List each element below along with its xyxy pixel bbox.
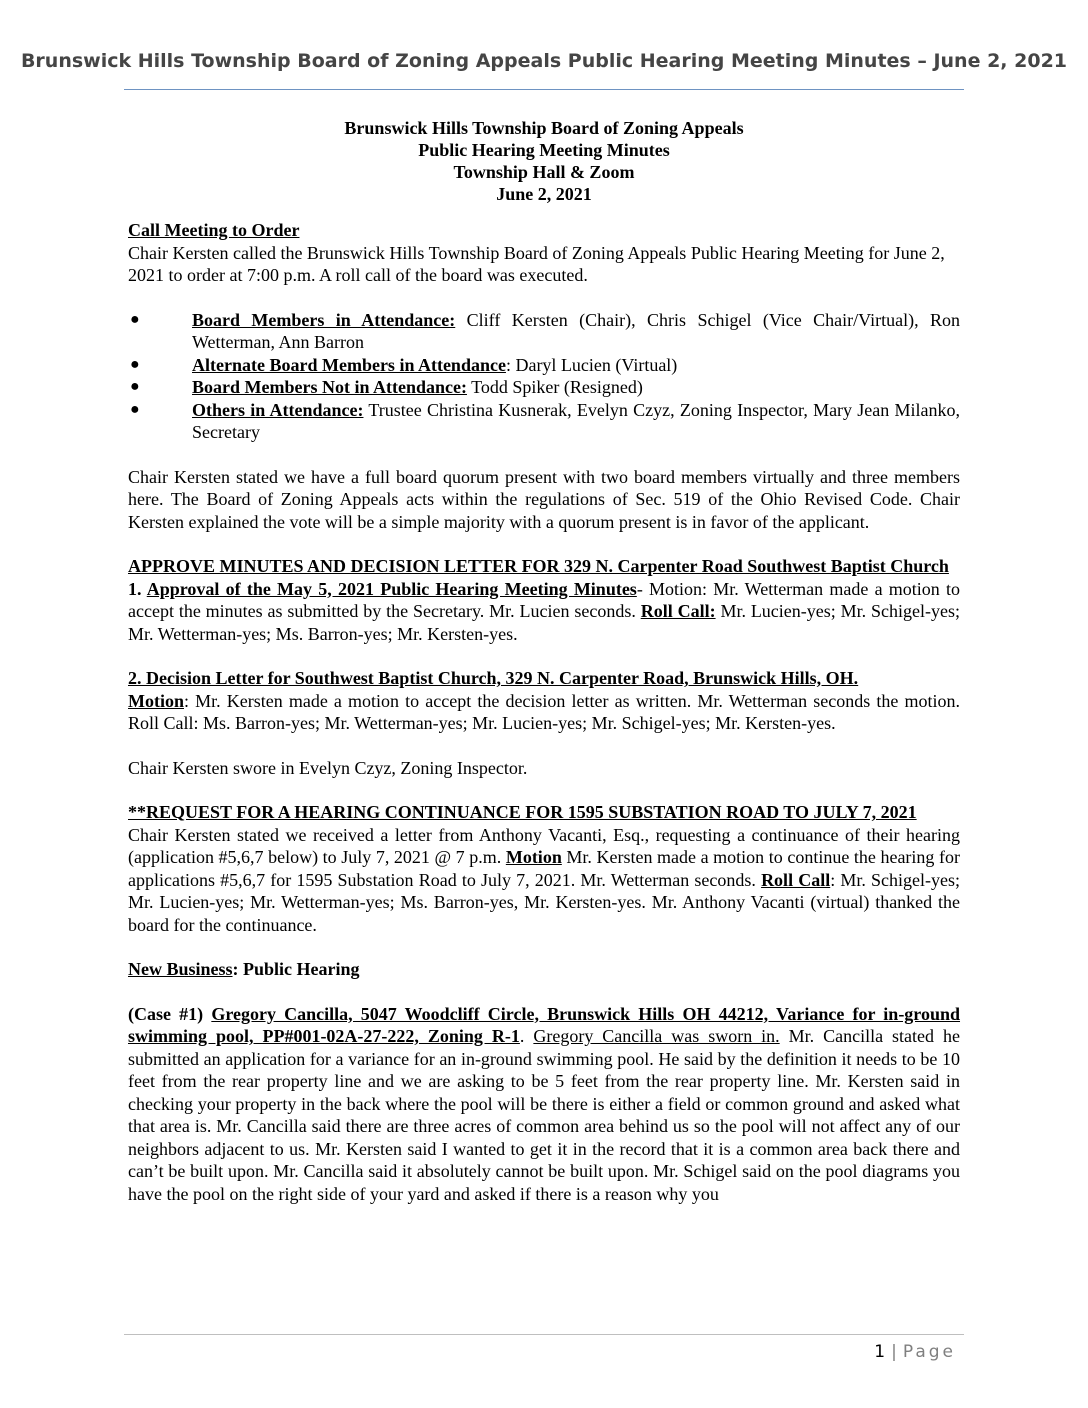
roll-call-label: Roll Call: [640,601,716,621]
case-after-heading: . [519,1026,534,1046]
motion-label: Motion [128,690,184,711]
approve-item-1 [128,578,960,646]
roll-call-text: Mr. Lucien-yes; Mr. Schigel-yes; Mr. Wetterman-yes; Ms. Barron-yes; Mr. Kersten-yes. [128,601,960,644]
case-sworn: Gregory Cancilla was sworn in. [533,1026,780,1046]
item-label: Approval of the May 5, 2021 Public Hearing Meeting Minutes [146,578,637,599]
swore-in-text: Chair Kersten swore in Evelyn Czyz, Zoning Inspector. [128,757,528,778]
new-business-heading [128,958,960,981]
attendance-text: Cliff Kersten (Chair), Chris Schigel (Vice Chair/Virtual), Ron Wetterman, Ann Barron [192,309,960,352]
attendance-label: Board Members in Attendance: [192,309,456,330]
case-1-paragraph [128,1003,960,1206]
continuance-text-2: Mr. Kersten made a motion to continue the hearing for applications #5,6,7 for 1595 Substation Road to July 7, 2021. Mr. Wetterman seconds. [128,847,960,890]
case-prefix: (Case #1) [128,1003,212,1024]
title-line-2: Public Hearing Meeting Minutes [418,140,670,160]
attendance-label: Board Members Not in Attendance: [192,377,467,397]
decision-letter-heading: 2. Decision Letter for Southwest Baptist Church, 329 N. Carpenter Road, Brunswick Hills, OH. [128,668,859,688]
case-text: Mr. Cancilla stated he submitted an application for a variance for an in-ground swimming pool. He said by the definition it needs to be 10 feet from the rear property line and we are asking to be 5 feet from the rear property line. Mr. Kersten said in checking your property in the back where the pool will be there is either a field or common ground and asked what that area is. Mr. Cancilla said there are three acres of common area behind us so the pool will not affect any of our neighbors adjacent to us. Mr. Kersten said I wanted to get it in the record that it is a common area back there and can’t be built upon. Mr. Cancilla said it absolutely cannot be built upon. Mr. Schigel said on the pool diagrams you have the pool on the right side of your yard and asked if there is a reason why you [128,1026,960,1204]
header-rule [124,89,964,90]
case-heading: Gregory Cancilla, 5047 Woodcliff Circle, Brunswick Hills OH 44212, Variance for in-ground swimming pool, PP#001-02A-27-222, Zoning R-1 [128,1003,961,1046]
attendance-text: Todd Spiker (Resigned) [471,377,643,397]
footer-rule [124,1334,964,1335]
motion-text: : Mr. Kersten made a motion to accept the decision letter as written. Mr. Wetterman seconds the motion. Roll Call: Ms. Barron-yes; Mr. Wetterman-yes; Mr. Lucien-yes; Mr. Schigel-yes; Mr. Kersten-yes. [128,690,960,733]
attendance-list [128,309,960,444]
call-to-order-heading: Call Meeting to Order [128,220,300,240]
roll-call-label: Roll Call [761,869,831,890]
bullet-icon: ● [130,400,140,418]
new-business-label: New Business [128,959,233,979]
item-text: - Motion: Mr. Wetterman made a motion to accept the minutes as submitted by the Secretary. Mr. Lucien seconds. [128,578,961,621]
approve-minutes-heading: APPROVE MINUTES AND DECISION LETTER FOR 329 N. Carpenter Road Southwest Baptist Church [128,556,949,576]
decision-letter-text [128,690,960,735]
attendance-label: Alternate Board Members in Attendance [192,354,506,375]
attendance-text: Trustee Christina Kusnerak, Evelyn Czyz, Zoning Inspector, Mary Jean Milanko, Secretary [192,399,960,442]
page-word: Page [902,1342,956,1362]
item-number: 1. [128,578,147,599]
title-line-1: Brunswick Hills Township Board of Zoning Appeals [344,118,744,138]
document-body [128,117,960,1205]
bullet-icon: ● [130,310,140,328]
attendance-item [128,376,960,399]
continuance-text-1: Chair Kersten stated we received a letter from Anthony Vacanti, Esq., requesting a continuance of their hearing (application #5,6,7 below) to July 7, 2021 @ 7 p.m. [128,824,960,867]
footer-separator: | [891,1342,897,1362]
attendance-item [128,309,960,354]
quorum-paragraph: Chair Kersten stated we have a full board quorum present with two board members virtually and three members here. The Board of Zoning Appeals acts within the regulations of Sec. 519 of the Ohio Revised Code. Chair Kersten explained the vote will be a simple majority with a quorum present is in favor of the applicant. [128,466,960,532]
title-line-3: Township Hall & Zoom [453,162,635,182]
continuance-text-3: : Mr. Schigel-yes; Mr. Lucien-yes; Mr. Wetterman-yes; Ms. Barron-yes, Mr. Kersten-yes. Mr. Anthony Vacanti (virtual) thanked the board for the continuance. [128,869,960,935]
new-business-rest: : Public Hearing [232,959,360,979]
motion-label: Motion [505,847,562,867]
title-block [128,117,960,205]
running-header: Brunswick Hills Township Board of Zoning Appeals Public Hearing Meeting Minutes – June 2, 2021 [20,50,1068,72]
attendance-item [128,354,960,377]
title-line-4: June 2, 2021 [496,184,592,204]
page-footer [874,1342,956,1362]
attendance-item [128,399,960,444]
page-number: 1 [874,1342,886,1362]
bullet-icon: ● [130,355,140,373]
call-to-order-text: Chair Kersten called the Brunswick Hills Township Board of Zoning Appeals Public Hearing Meeting for June 2, 2021 to order at 7:00 p.m. A roll call of the board was executed. [128,242,945,285]
continuance-heading: **REQUEST FOR A HEARING CONTINUANCE FOR 1595 SUBSTATION ROAD TO JULY 7, 2021 [128,802,917,822]
attendance-label: Others in Attendance: [192,399,364,420]
continuance-text [128,824,960,937]
attendance-text: : Daryl Lucien (Virtual) [505,354,678,375]
bullet-icon: ● [130,378,140,395]
